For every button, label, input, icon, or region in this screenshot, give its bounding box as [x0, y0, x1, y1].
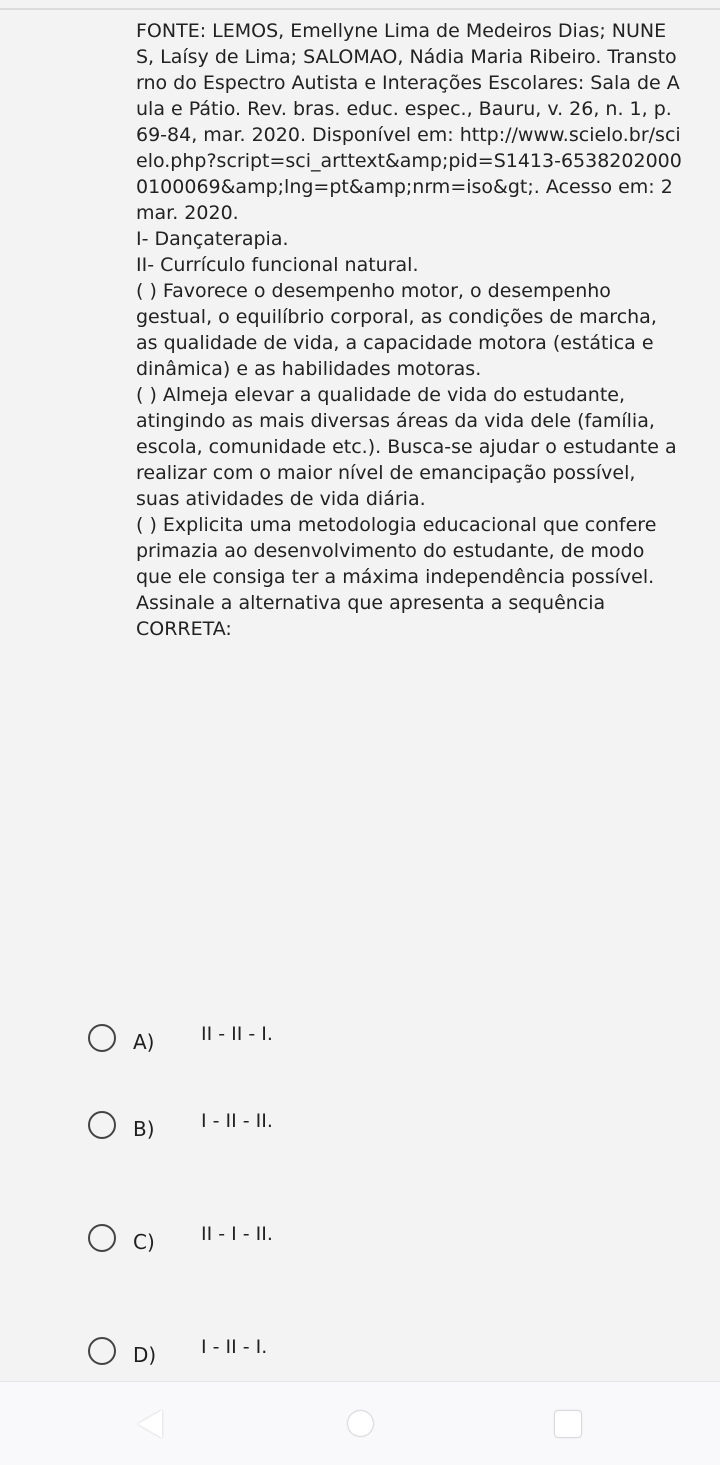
statement-2: ( ) Almeja elevar a qualidade de vida do estudante, atingindo as mais diversas áreas da vida dele (família, escola, comunidade etc.). Busca-se ajudar o estudante a realizar com o maior nível de emancipação possível, suas atividades de vida diária. — [136, 384, 677, 510]
option-b[interactable] — [88, 1111, 488, 1141]
recent-apps-icon[interactable] — [555, 1411, 581, 1437]
radio-a[interactable] — [88, 1024, 116, 1052]
option-b-text: I - II - II. — [201, 1110, 273, 1132]
question-body — [136, 18, 684, 642]
option-d[interactable] — [88, 1337, 488, 1367]
statement-3: ( ) Explicita uma metodologia educacional que confere primazia ao desenvolvimento do estudante, de modo que ele consiga ter a máxima independência possível. — [136, 514, 657, 588]
item-i: I- Dançaterapia. — [136, 228, 289, 250]
back-icon[interactable] — [138, 1410, 162, 1438]
option-c-text: II - I - II. — [201, 1223, 273, 1245]
system-navigation-bar — [0, 1381, 720, 1465]
radio-d[interactable] — [88, 1337, 116, 1365]
statement-1: ( ) Favorece o desempenho motor, o desempenho gestual, o equilíbrio corporal, as condições de marcha, as qualidade de vida, a capacidade motora (estática e dinâmica) e as habilidades motoras. — [136, 280, 657, 380]
item-ii: II- Currículo funcional natural. — [136, 254, 419, 276]
option-d-text: I - II - I. — [201, 1336, 268, 1358]
home-icon[interactable] — [348, 1411, 373, 1436]
radio-b[interactable] — [88, 1111, 116, 1139]
radio-c[interactable] — [88, 1224, 116, 1252]
top-divider — [0, 8, 720, 10]
question-prompt: Assinale a alternativa que apresenta a sequência CORRETA: — [136, 592, 606, 640]
option-d-letter: D) — [133, 1343, 157, 1367]
reference-text: FONTE: LEMOS, Emellyne Lima de Medeiros Dias; NUNES, Laísy de Lima; SALOMAO, Nádia Maria Ribeiro. Transtorno do Espectro Autista e Interações Escolares: Sala de Aula e Pátio. Rev. bras. educ. espec., Bauru, v. 26, n. 1, p. 69-84, mar. 2020. Disponível em: http://www.scielo.br/scielo.php?script=sci_arttext&amp;pid=S1413-65382020000100069&amp;lng=pt&amp;nrm=iso&gt;. Acesso em: 2 mar. 2020. — [136, 20, 682, 224]
option-b-letter: B) — [133, 1117, 155, 1141]
option-a-text: II - II - I. — [201, 1023, 273, 1045]
option-a[interactable] — [88, 1024, 488, 1054]
option-c-letter: C) — [133, 1230, 155, 1254]
option-c[interactable] — [88, 1224, 488, 1254]
option-a-letter: A) — [133, 1030, 155, 1054]
